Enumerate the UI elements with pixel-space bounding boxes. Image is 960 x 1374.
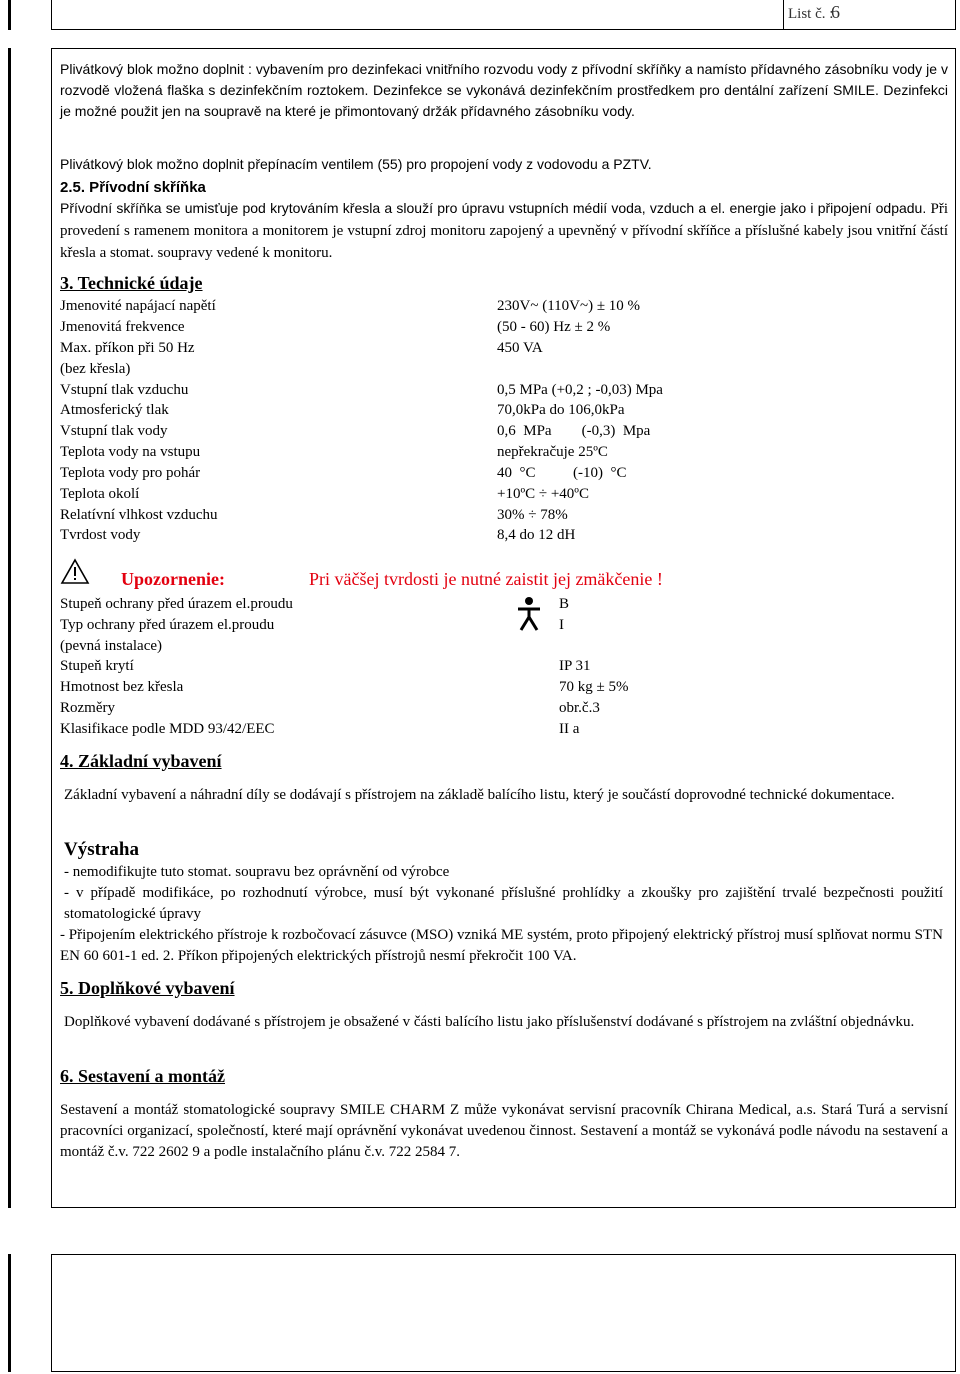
section-2-5-paragraph: Přívodní skříňka se umisťuje pod krytováním křesla a slouží pro úpravu vstupních médií voda, vzduch a el. energie jako i připojení odpadu. Při provedení s ramenem monitora a monitorem je vstupní zdroj monitoru zapojený a upevněný v přívodní skříňce a příslušné kabely jsou vnitřní částí křesla a stomat. soupravy vedené k monitoru. (60, 200, 949, 261)
list-label: List č. : (788, 6, 834, 22)
table-row: Klasifikace podle MDD 93/42/EEC II a (60, 721, 580, 737)
warning-label: Upozornenie: (121, 569, 225, 589)
intro-paragraph-2: Plivátkový blok možno doplnit přepínacím ventilem (55) pro propojení vody z vodovodu a PZTV. (60, 156, 652, 172)
warning-item: - Připojením elektrického přístroje k rozbočovací zásuvce (MSO) vzniká ME systém, proto připojený elektrický přístroj musí splňovat normu STN EN 60 601-1 ed. 2. Příkon připojených elektrických přístrojů nesmí překročit 100 VA. (60, 927, 943, 964)
margin-bar (8, 1254, 11, 1372)
table-row: Stupeň krytí IP 31 (60, 658, 591, 674)
table-row: Jmenovité napájací napětí 230V~ (110V~) ± 10 % (60, 298, 641, 314)
list-number: 6 (831, 2, 840, 22)
section-5-paragraph: Doplňkové vybavení dodávané s přístrojem je obsažené v části balícího listu jako příslušenství dodávané s přístrojem na zvláštní objednávku. (64, 1014, 915, 1030)
section-title-6: 6. Sestavení a montáž (60, 1066, 225, 1086)
table-row: Tvrdost vody 8,4 do 12 dH (60, 527, 576, 543)
margin-bar (8, 48, 11, 1208)
table-row: Hmotnost bez křesla 70 kg ± 5% (60, 679, 629, 695)
table-row: Atmosferický tlak 70,0kPa do 106,0kPa (60, 402, 625, 418)
table-row: Typ ochrany před úrazem el.proudu I (60, 617, 564, 633)
footer-box (51, 1254, 956, 1372)
table-row: (bez křesla) (60, 361, 131, 377)
section-title-4: 4. Základní vybavení (60, 751, 222, 771)
section-6-paragraph: Sestavení a montáž stomatologické soupravy SMILE CHARM Z může vykonávat servisní pracovník Chirana Medical, a.s. Stará Turá a servisní pracovníci organizací, společností, které mají oprávnění vykonávat uvedenou činnost. Sestavení a montáž se vykonává podle návodu na sestavení a montáž č.v. 722 2602 9 a podle instalačního plánu č.v. 722 2584 7. (60, 1102, 948, 1160)
table-row: Rozměry obr.č.3 (60, 700, 600, 716)
warning-item: - v případě modifikáce, po rozhodnutí výrobce, musí být vykonané příslušné prohlídky a zkoušky pro zajištění trvalé bezpečnosti použití stomatologické úpravy (64, 885, 943, 922)
table-row: Max. příkon při 50 Hz 450 VA (60, 340, 543, 356)
table-row: Relatívní vlhkost vzduchu 30% ÷ 78% (60, 507, 568, 523)
table-row: Jmenovitá frekvence (50 - 60) Hz ± 2 % (60, 319, 611, 335)
intro-paragraph: Plivátkový blok možno doplnit : vybavením pro dezinfekaci vnitřního rozvodu vody z přívodní skříňky a namísto přídavného zásobníku vody je v rozvodě vložená flaška s dezinfekčním roztokem. Dezinfekce se vykonává dezinfekčním prostředkem pro dentální zařízení SMILE. Dezinfekci je možné použit jen na soupravě na které je přimontovaný držák přídavného zásobníku vody. (60, 61, 948, 119)
section-title-3: 3. Technické údaje (60, 273, 203, 293)
table-row: Teplota okolí +10ºC ÷ +40ºC (60, 486, 589, 502)
table-row: (pevná instalace) (60, 638, 163, 654)
warning-text: Pri väčšej tvrdosti je nutné zaistit jej zmäkčenie ! (309, 569, 663, 589)
table-row: Teplota vody pro pohár 40 °C (-10) °C (60, 465, 627, 481)
table-row: Vstupní tlak vody 0,6 MPa (-0,3) Mpa (60, 423, 651, 439)
section-title-5: 5. Doplňkové vybavení (60, 978, 235, 998)
table-row: Teplota vody na vstupu nepřekračuje 25ºC (60, 444, 608, 460)
margin-bar (8, 0, 11, 30)
table-row: Stupeň ochrany před úrazem el.proudu B (60, 596, 570, 612)
warning-heading: Výstraha (64, 839, 139, 860)
section-4-paragraph: Základní vybavení a náhradní díly se dodávají s přístrojem na základě balícího listu, který je součástí doprovodné technické dokumentace. (64, 787, 895, 803)
warning-triangle-icon (60, 558, 90, 585)
section-title-2-5: 2.5. Přívodní skříňka (60, 179, 206, 196)
warning-item: - nemodifikujte tuto stomat. soupravu bez oprávnění od výrobce (64, 864, 450, 880)
table-row: Vstupní tlak vzduchu 0,5 MPa (+0,2 ; -0,03) Mpa (60, 382, 663, 398)
